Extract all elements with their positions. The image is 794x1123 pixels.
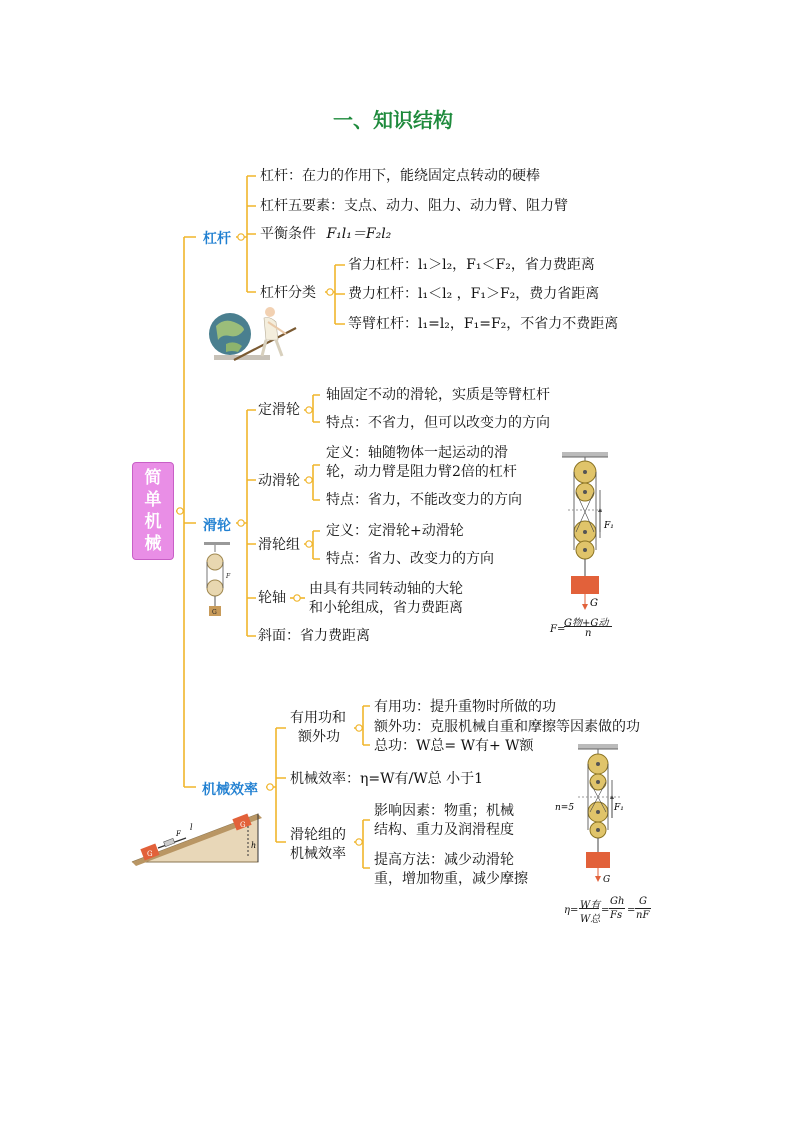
balance-prefix: 平衡条件 xyxy=(260,226,316,242)
small-pulley-G: G xyxy=(212,609,217,616)
improve-line2: 重，增加物重，减少摩擦 xyxy=(374,871,528,887)
efficiency-pulley-figure xyxy=(552,742,636,894)
pulley-fig-F1: F₁ xyxy=(604,521,614,531)
incline-G-bottom: G xyxy=(147,850,153,858)
small-pulley-illustration xyxy=(200,540,240,620)
efficiency-definition: 机械效率：η=W有/W总 小于1 xyxy=(290,771,483,787)
root-char: 单 xyxy=(144,490,162,510)
small-pulley-F: F xyxy=(226,573,231,580)
fraction-bar xyxy=(609,908,625,909)
movable-pulley-feature: 特点：省力，不能改变力的方向 xyxy=(326,492,522,508)
category-lever: 杠杆 xyxy=(203,231,231,247)
incline-text: 斜面：省力费距离 xyxy=(258,628,370,644)
block-eff-label-line1: 滑轮组的 xyxy=(290,827,346,843)
lever-classification-label: 杠杆分类 xyxy=(260,285,316,301)
root-char: 简 xyxy=(144,468,162,488)
lever-balance xyxy=(260,225,391,243)
root-node xyxy=(132,462,174,560)
work-label-line1: 有用功和 xyxy=(290,710,346,726)
pulley-block-label: 滑轮组 xyxy=(258,537,300,553)
frac1-num: W有 xyxy=(580,900,601,911)
lever-class-item: 省力杠杆：l₁＞l₂，F₁＜F₂，省力费距离 xyxy=(348,257,595,273)
eff-fig-n: n=5 xyxy=(555,803,575,813)
pulley-block-item: 定义：定滑轮+动滑轮 xyxy=(326,523,464,539)
work-label-line2: 额外功 xyxy=(298,729,340,745)
frac2-num: Gh xyxy=(610,896,625,907)
eff-fig-F1: F₁ xyxy=(614,803,624,813)
lever-class-item: 等臂杠杆：l₁=l₂，F₁=F₂，不省力不费距离 xyxy=(348,316,619,332)
improve-line1: 提高方法：减少动滑轮 xyxy=(374,852,514,868)
incline-G-top: G xyxy=(240,821,246,829)
frac1-den: W总 xyxy=(580,914,601,925)
lever-illustration xyxy=(204,300,304,364)
root-char: 械 xyxy=(144,534,162,554)
frac3-den: nF xyxy=(636,910,650,921)
incline-illustration xyxy=(128,806,268,868)
incline-h: h xyxy=(251,841,257,850)
frac3-num: G xyxy=(639,896,647,907)
balance-formula: F₁l₁＝F₂l₂ xyxy=(326,226,392,242)
eff-fig-G: G xyxy=(603,875,611,885)
total-work: 总功：W总= W有+ W额 xyxy=(374,738,534,754)
axle-line1: 由具有共同转动轴的大轮 xyxy=(309,581,463,597)
block-eff-label-line2: 机械效率 xyxy=(290,846,346,862)
page-title: 一、知识结构 xyxy=(333,108,453,132)
fixed-pulley-label: 定滑轮 xyxy=(258,402,300,418)
fixed-pulley-item: 特点：不省力，但可以改变力的方向 xyxy=(326,415,550,431)
factors-line1: 影响因素：物重；机械 xyxy=(374,803,514,819)
lever-class-item: 费力杠杆：l₁＜l₂ ，F₁＞F₂，费力省距离 xyxy=(348,286,600,302)
fraction-bar xyxy=(564,626,612,627)
movable-pulley-def-line1: 定义：轴随物体一起运动的滑 xyxy=(326,445,508,461)
movable-pulley-def-line2: 轮，动力臂是阻力臂2倍的杠杆 xyxy=(326,464,517,480)
pulley-formula-num: G物+G动 xyxy=(564,618,609,629)
root-char: 机 xyxy=(144,512,162,532)
efficiency-formula xyxy=(564,896,654,926)
eta-symbol: η= xyxy=(564,905,579,916)
equals-sign: = xyxy=(601,905,610,916)
pulley-formula-lhs: F= xyxy=(550,624,566,635)
lever-definition: 杠杆：在力的作用下，能绕固定点转动的硬棒 xyxy=(260,168,540,184)
category-efficiency: 机械效率 xyxy=(202,782,258,798)
pulley-fig-G: G xyxy=(590,598,598,609)
fixed-pulley-item: 轴固定不动的滑轮，实质是等臂杠杆 xyxy=(326,387,550,403)
fraction-bar xyxy=(635,908,651,909)
axle-label: 轮轴 xyxy=(258,590,286,606)
fraction-bar xyxy=(579,908,599,909)
useful-work: 有用功：提升重物时所做的功 xyxy=(374,699,556,715)
pulley-block-item: 特点：省力、改变力的方向 xyxy=(326,551,494,567)
pulley-formula-den: n xyxy=(585,628,592,639)
lever-elements: 杠杆五要素：支点、动力、阻力、动力臂、阻力臂 xyxy=(260,198,568,214)
axle-line2: 和小轮组成，省力费距离 xyxy=(309,600,463,616)
extra-work: 额外功：克服机械自重和摩擦等因素做的功 xyxy=(374,719,640,735)
factors-line2: 结构、重力及润滑程度 xyxy=(374,822,514,838)
frac2-den: Fs xyxy=(610,910,623,921)
movable-pulley-label: 动滑轮 xyxy=(258,473,300,489)
incline-l: l xyxy=(190,823,193,832)
equals-sign: = xyxy=(627,905,636,916)
category-pulley: 滑轮 xyxy=(203,518,231,534)
incline-F: F xyxy=(176,830,181,838)
